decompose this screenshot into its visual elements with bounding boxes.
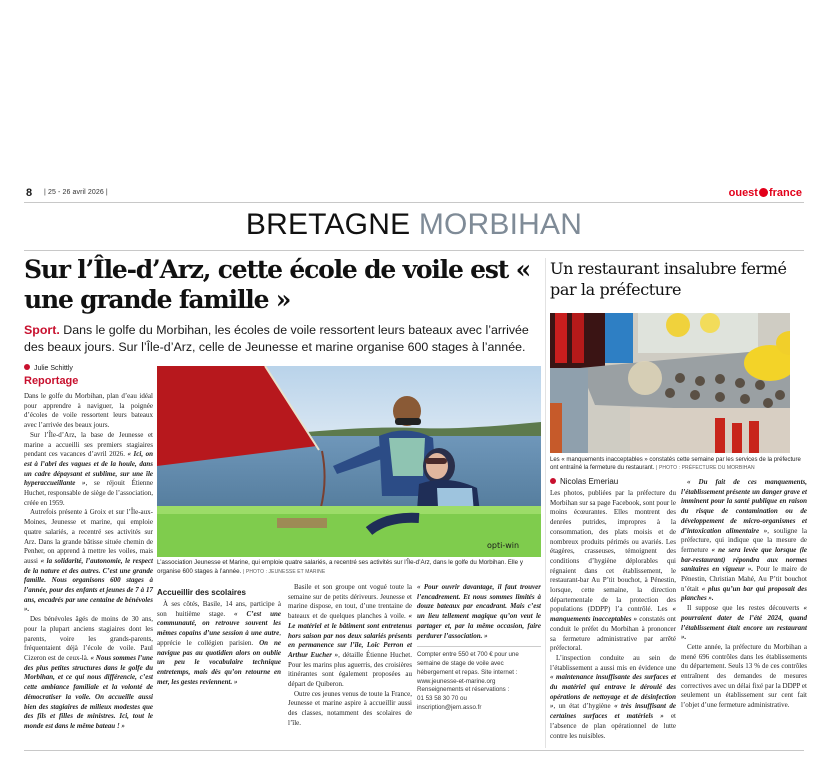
column-divider xyxy=(545,258,546,748)
paragraph: Basile et son groupe ont vogué toute la semaine sur de petits dériveurs. Jeunesse et marine dispose, en tout, d’une trentaine de bateaux et de quelques planches à voile. « Le matériel et le bâtiment sont entretenus hors saison par nos deux salariés présents en permanence sur l’île, Loïc Perron et Arthur Eucher », détaille Étienne Huchet. Pour les marins plus aguerris, des croisières itinérantes sont également proposées au départ de Quiberon. xyxy=(288,583,412,689)
logo-text-right: france xyxy=(768,187,802,199)
section-region: BRETAGNE xyxy=(245,208,411,241)
article-category: Reportage xyxy=(24,375,79,387)
quote: « pourraient dater de l’été 2024, quand l’établissement était encore un restaurant ». xyxy=(681,604,807,642)
paragraph: Les photos, publiées par la préfecture du Morbihan sur sa page Facebook, sont pour le moins écœurantes. Elles montrent des denrées putrides, impropres à la consommation, des plats moisis et de nombreux produits périmés ou avariés. Les étagères, crasseuses, témoignent des conditions d’hygiène déplorables qui régnaient dans cet établissement, le restaurant-bar Au P’tit bouchot, à Pénestin, lorsque, cette semaine, la direction départementale de la protection des populations (DDPP) l’a contrôlé. Les « manquements inacceptables » constatés ont conduit le préfet du Morbihan à prononcer sa fermeture administrative par arrêté préfectoral. xyxy=(550,489,676,653)
author-dot-icon xyxy=(550,478,556,484)
quote: « C’est une communauté, on retrouve souvent les mêmes copains d’une session à une autre xyxy=(157,609,282,638)
edition-date: | 25 - 26 avril 2026 | xyxy=(44,189,108,196)
paragraph: Autrefois présente à Groix et sur l’Île-aux-Moines, Jeunesse et marine, qui emploie quatre salariés, a recentré ses activités sur Arz. Dans la grande bâtisse située chemin de Penher, on apprend à mettre les voiles, mais aussi « la solidarité, l’autonomie, le respect de la nature et des autres. C’est une grande famille. Nous organisons 600 stages à l’année, pour des enfants et jeunes de 7 à 17 ans, encadrés par une centaine de bénévoles ». xyxy=(24,508,153,614)
article-column-1 xyxy=(24,392,153,732)
quote: « très insuffisant de certaines surfaces et matériels » xyxy=(550,702,677,721)
photo-caption: Les « manquements inacceptables » constatés cette semaine par les services de la préfecture ont entraîné la fermeture du restaurant. | PHOTO : PRÉFECTURE DU MORBIHAN xyxy=(550,457,801,472)
subheading: Accueillir des scolaires xyxy=(157,588,246,597)
author-name: Julie Schittly xyxy=(34,365,73,372)
page-number: 8 xyxy=(26,187,33,199)
quote: « plus qu’un bar qui proposait des planches ». xyxy=(681,584,807,603)
side-column-2 xyxy=(681,478,807,711)
quote: « Le matériel et le bâtiment sont entretenus hors saison par nos deux salariés présents en permanence sur l’île, Loïc Perron et Arthur Eucher » xyxy=(288,612,412,659)
side-headline: Un restaurant insalubre fermé par la préfecture xyxy=(550,259,787,299)
quote: On ne navigue pas au quotidien alors on oublie un peu le vocabulaire technique entretemps, mais dès qu’on retourne en mer, les gestes reviennent. » xyxy=(157,638,282,686)
info-text: Compter entre 550 et 700 € pour une semaine de stage de voile avec hébergement et repas. Site internet : xyxy=(417,651,519,676)
quote: « ne sera levée que lorsque (le bar-restaurant) répondra aux normes sanitaires en vigueur ». xyxy=(681,545,807,574)
section-department: MORBIHAN xyxy=(418,208,583,241)
paragraph: L’inspection conduite au sein de l’établissement a aussi mis en évidence une « maintenance insuffisante des surfaces et du matériel qui entrave le déroulé des opérations de nettoyage et de désinfection », un état d’hygiène « très insuffisant de certaines surfaces et matériels » et l’absence de plan opérationnel de lutte contre les nuisibles. xyxy=(550,653,677,740)
logo-text-left: ouest xyxy=(728,187,758,199)
paragraph: Outre ces jeunes venus de toute la France, Jeunesse et marine aspire à accueillir aussi des classes, notamment des scolaires de l’île. xyxy=(288,689,412,727)
info-text: Renseignements et réservations : xyxy=(417,686,510,694)
quote: « maintenance insuffisante des surfaces et du matériel qui entrave le déroulé des opérations de nettoyage et de désinfection » xyxy=(550,673,676,711)
restaurant-photo xyxy=(550,313,801,453)
divider xyxy=(24,750,804,751)
quote: « manquements inacceptables » xyxy=(550,605,676,624)
paragraph: Des bénévoles âgés de moins de 30 ans, pour la plupart anciens stagiaires dont les parents, voire les grands-parents, fréquentaient déjà l’école de voile. Paul Cizeron est de ceux-là. « Nous sommes l’une des plus petites structures dans le golfe du Morbihan, et ce qui nous différencie, c’est cette ambiance familiale et la volonté de démocratiser la voile. On accueille aussi bien des stagiaires de milieux modestes que des fils et filles de ministres. Ici, tout le monde est dans le même bateau ! » xyxy=(24,615,153,730)
paragraph xyxy=(417,583,541,641)
quote: « Du fait de ces manquements, l’établissement présente un danger grave et imminent pour la santé publique en raison du risque de contamination ou de développement de micro-organismes et d’intoxication alimentaire » xyxy=(681,478,807,535)
quote: « la solidarité, l’autonomie, le respect de la nature et des autres. C’est une grande famille. Nous organisons 600 stages à l’année, pour des enfants et jeunes de 7 à 17 ans, encadrés par une centaine de bénévoles ». xyxy=(24,556,153,614)
paragraph: Il suppose que les restes découverts « pourraient dater de l’été 2024, quand l’établissement était encore un restaurant ». xyxy=(681,604,807,642)
article-column-4 xyxy=(417,583,541,713)
quote: « Ici, on est à l’abri des vagues et de la houle, dans un cadre dépaysant et sublime, sur une île hyperaccueillante » xyxy=(24,450,154,488)
article-column-3 xyxy=(288,583,412,729)
paragraph: « Du fait de ces manquements, l’établissement présente un danger grave et imminent pour la santé publique en raison du risque de contamination ou de développement de micro-organismes et d’intoxication alimentaire », souligne la préfecture, qui indique que la mesure de fermeture « ne sera levée que lorsque (le bar-restaurant) répondra aux normes sanitaires en vigueur ». Pour le maire de Pénestin, Christian Mahé, Au P’tit bouchot n’était « plus qu’un bar qui proposait des planches ». xyxy=(681,478,807,603)
side-column-1 xyxy=(550,489,676,741)
sailing-photo xyxy=(157,366,541,557)
rubric-label: Sport. xyxy=(24,323,60,337)
photo-credit: | PHOTO : JEUNESSE ET MARINE xyxy=(243,568,326,575)
standfirst-text: Dans le golfe du Morbihan, les écoles de voile ressortent leurs bateaux avec l’arrivée des beaux jours. Sur l’Île-d’Arz, celle de Jeunesse et marine organise 600 stages à l’année. xyxy=(24,323,529,354)
photo-caption: L’association Jeunesse et Marine, qui emploie quatre salariés, a recentré ses activités sur l’Île-d’Arz, dans le golfe du Morbihan. Elle y organise 600 stages à l’année. | PHOTO : JEUNESSE ET MARINE xyxy=(157,559,523,575)
author-byline xyxy=(550,477,618,486)
boat-brand-label: opti-win xyxy=(487,541,520,550)
paragraph: Dans le golfe du Morbihan, plan d’eau idéal pour apprendre à naviguer, la poignée d’écoles de voile ressortent leurs bateaux avec l’arrivée des beaux jours. xyxy=(24,392,153,430)
website-link[interactable]: www.jeunesse-et-marine.org xyxy=(417,677,496,685)
quote: « Pour ouvrir davantage, il faut trouver l’encadrement. Et nous sommes limités à douze bateaux par encadrant. Mais c’est un lieu tellement magique qu’on veut le partager et, par la même occasion, faire perdurer l’association. » xyxy=(417,583,541,640)
photo-credit: | PHOTO : PRÉFECTURE DU MORBIHAN xyxy=(656,465,755,472)
paragraph: Cette année, la préfecture du Morbihan a mené 696 contrôles dans les établissements du département. Seuls 13 % de ces contrôles entraînent des demandes de mesures correctives avec un délai fixé par la DDPP et seulement un établissement sur cent fait l’objet d’une fermeture administrative. xyxy=(681,642,807,710)
page-header xyxy=(24,189,804,203)
ouest-france-logo[interactable] xyxy=(729,187,802,199)
quote: « Nous sommes l’une des plus petites structures dans le golfe du Morbihan, et ce qui nous différencie, c’est cette ambiance familiale et la volonté de démocratiser la voile. On accueille aussi bien des stagiaires de milieux modestes que des fils et filles de ministres. Ici, tout le monde est dans le même bateau ! » xyxy=(24,653,153,730)
sailing-photo-image xyxy=(157,366,541,557)
section-title xyxy=(0,208,828,242)
author-dot-icon xyxy=(24,364,30,370)
practical-info-box xyxy=(417,646,541,713)
restaurant-photo-image xyxy=(550,313,801,453)
logo-dot-icon xyxy=(759,188,768,197)
divider xyxy=(24,250,804,251)
paragraph: Sur l’Île-d’Arz, la base de Jeunesse et marine a accueilli ses premiers stagiaires pendant ces vacances d’avril 2026. « Ici, on est à l’abri des vagues et de la houle, dans un cadre dépaysant et sublime, sur une île hyperaccueillante », se réjouit Étienne Huchet, responsable de siège de l’association, créée en 1959. xyxy=(24,430,154,507)
phone-number: 01 53 58 30 70 ou xyxy=(417,695,467,703)
email-link[interactable]: inscription@jem.asso.fr xyxy=(417,704,482,711)
standfirst xyxy=(24,322,544,356)
author-byline xyxy=(24,364,73,372)
author-name: Nicolas Emeriau xyxy=(560,477,619,486)
main-headline: Sur l’Île-d’Arz, cette école de voile est « une grande famille » xyxy=(24,255,531,314)
paragraph: À ses côtés, Basile, 14 ans, participe à son huitième stage. « C’est une communauté, on retrouve souvent les mêmes copains d’une session à une autre, apprécie le collégien parisien. On ne navigue pas au quotidien alors on oublie un peu le vocabulaire technique entretemps, mais dès qu’on retourne en mer, les gestes reviennent. » xyxy=(157,600,282,686)
article-column-2 xyxy=(157,583,281,687)
